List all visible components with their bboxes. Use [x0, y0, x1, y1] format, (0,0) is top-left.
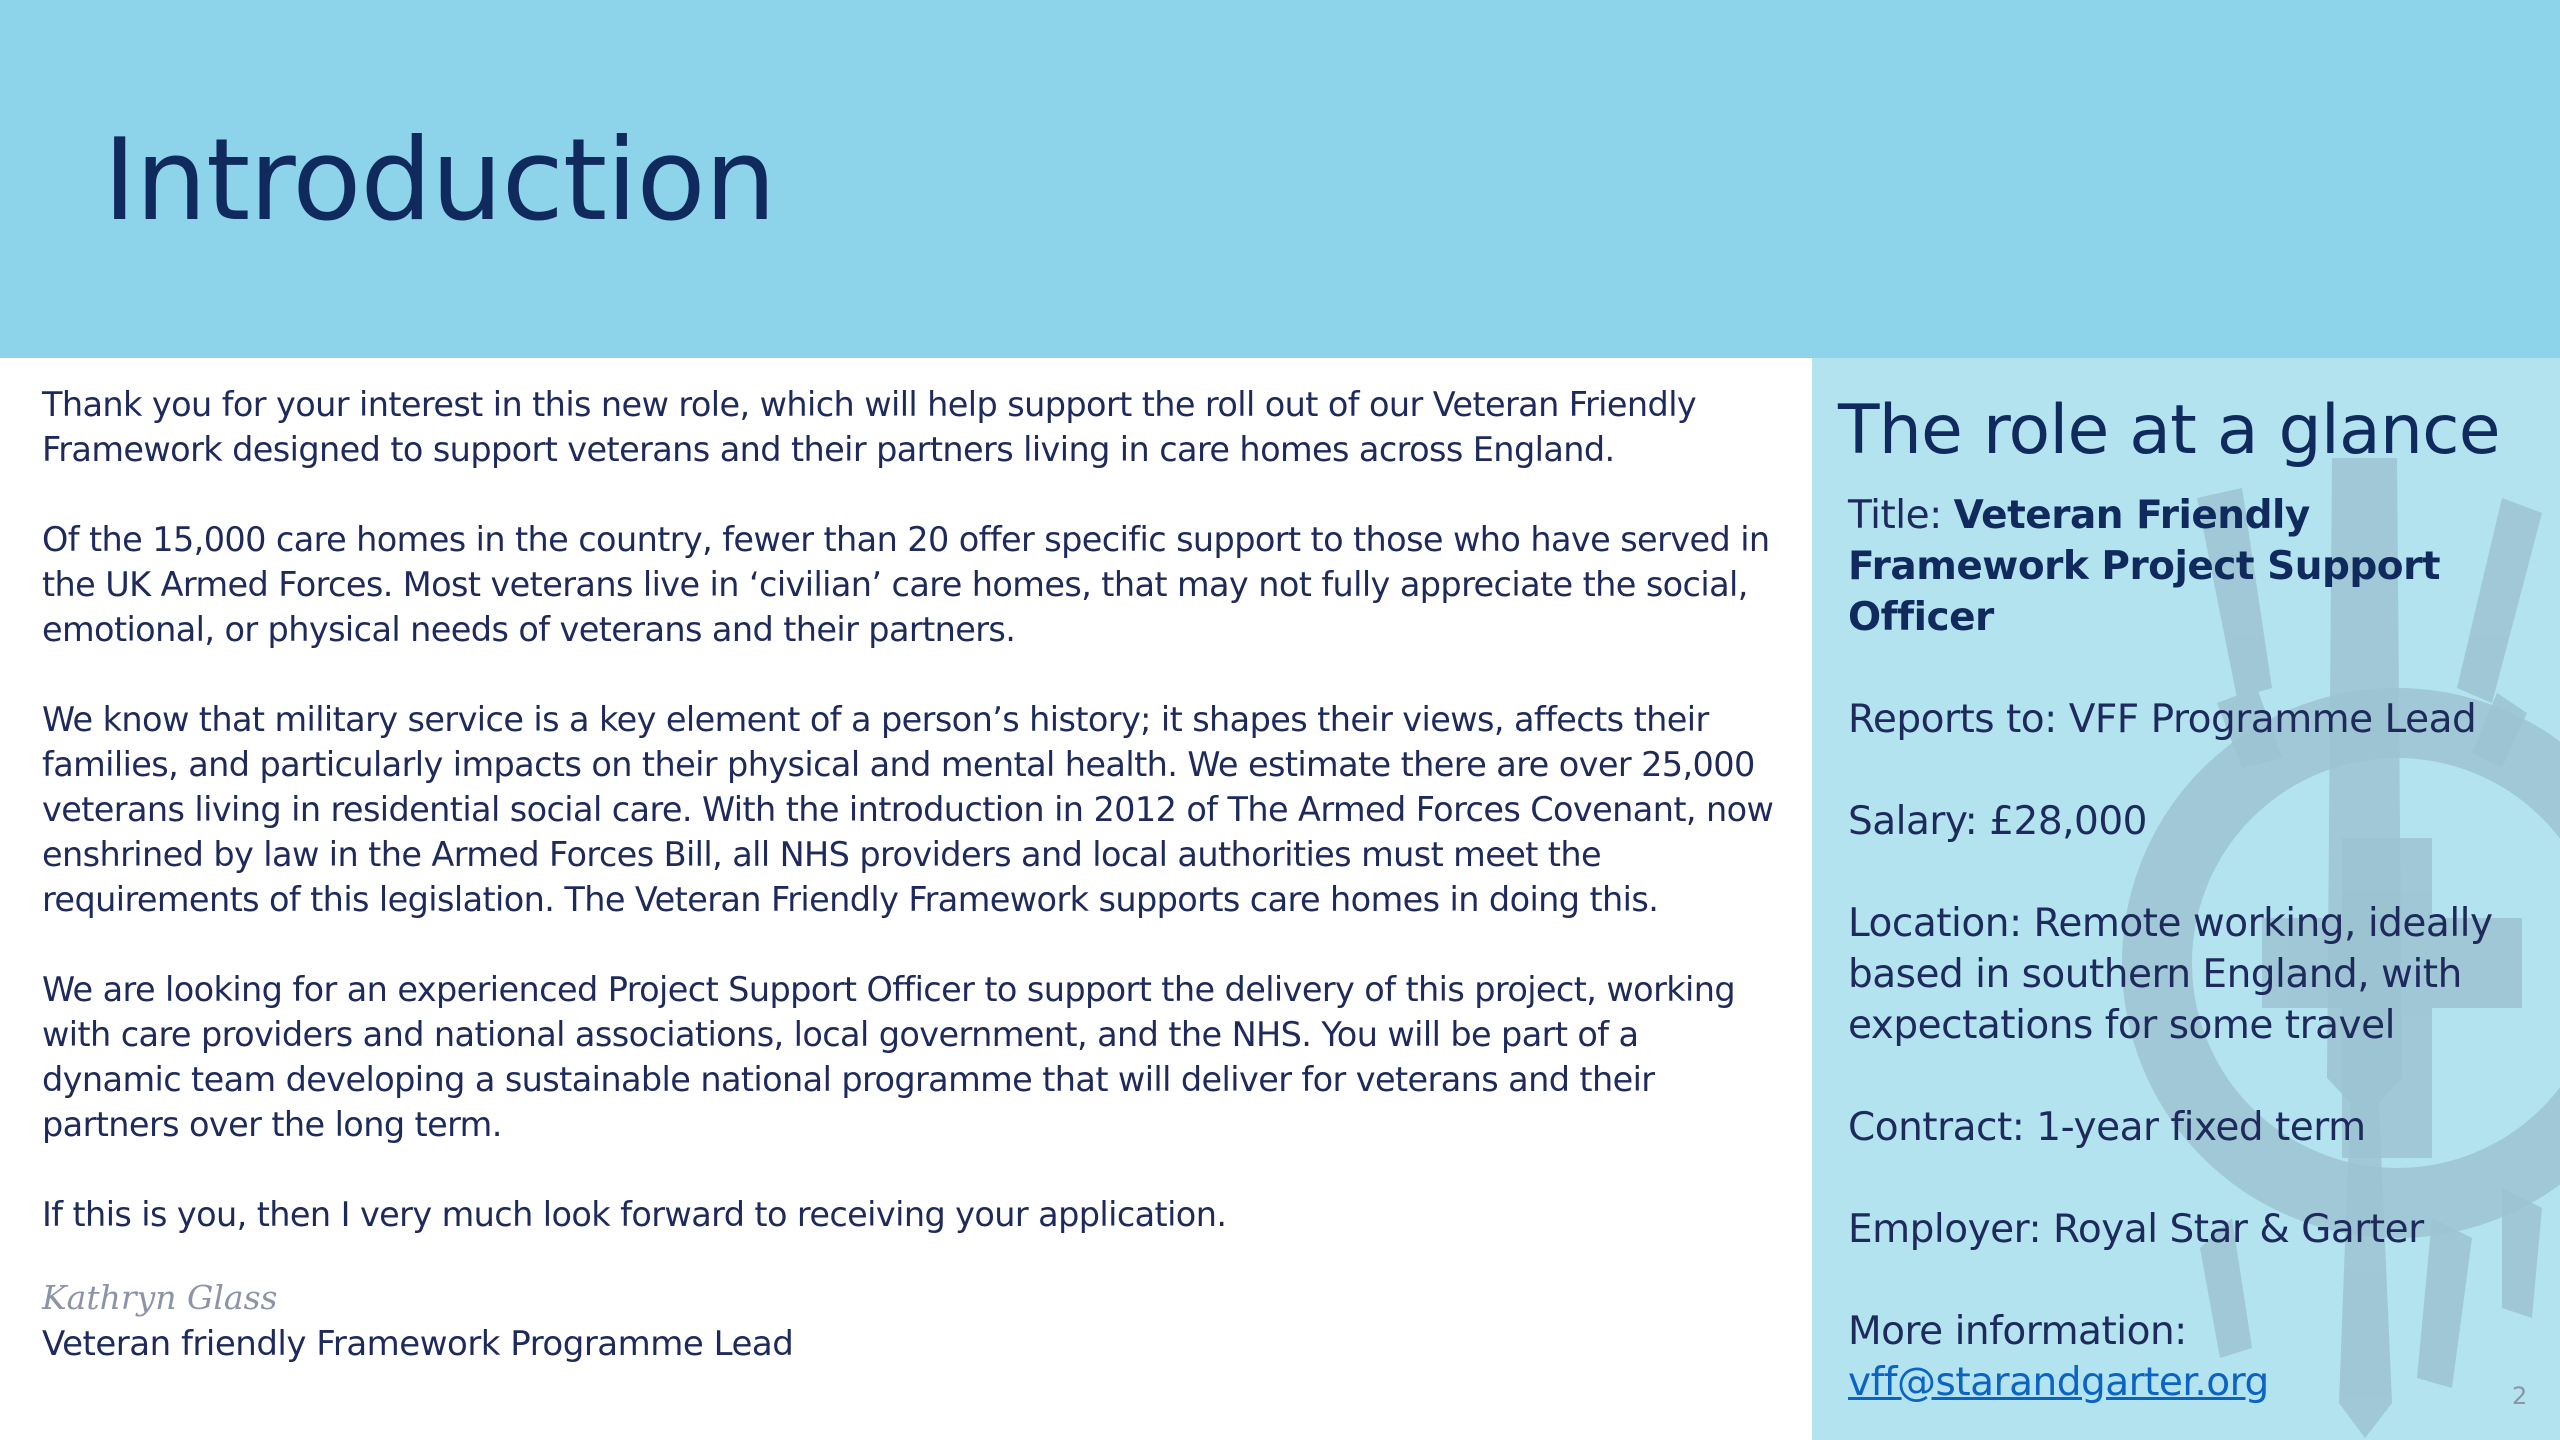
paragraph-4: We are looking for an experienced Project Support Officer to support the delivery of this project, working with care providers and national associations, local government, and the NHS. You will be part of a dynamic team developing a sustainable national programme that will deliver for veterans and their partners over the long term.: [42, 970, 1736, 1144]
fact-contract: Contract: 1-year fixed term: [1848, 1105, 2366, 1150]
introduction-body: [42, 382, 1787, 1282]
fact-location: Location: Remote working, ideally based in southern England, with expectations for some travel: [1848, 901, 2493, 1048]
page-number: 2: [2512, 1382, 2528, 1410]
page-title: Introduction: [103, 114, 776, 246]
more-info-label: More information:: [1848, 1309, 2187, 1354]
fact-reports-to: Reports to: VFF Programme Lead: [1848, 697, 2477, 742]
role-at-a-glance-panel: [1812, 358, 2560, 1440]
role-facts: [1848, 490, 2548, 1440]
fact-employer: Employer: Royal Star & Garter: [1848, 1207, 2424, 1252]
signer-title: Veteran friendly Framework Programme Lead: [42, 1324, 794, 1364]
paragraph-1: Thank you for your interest in this new role, which will help support the roll out of our Veteran Friendly Framework designed to support veterans and their partners living in care homes across England.: [42, 385, 1697, 469]
paragraph-5: If this is you, then I very much look forward to receiving your application.: [42, 1195, 1227, 1234]
email-link[interactable]: vff@starandgarter.org: [1848, 1360, 2269, 1405]
fact-salary: Salary: £28,000: [1848, 799, 2147, 844]
fact-title-label: Title:: [1848, 493, 1954, 538]
signature: Kathryn Glass: [42, 1278, 278, 1317]
paragraph-2: Of the 15,000 care homes in the country, fewer than 20 offer specific support to those who have served in the UK Armed Forces. Most veterans live in ‘civilian’ care homes, that may not fully appreciate the social, emotional, or physical needs of veterans and their partners.: [42, 520, 1770, 649]
fact-title: [1848, 490, 2548, 643]
header-banner: [0, 0, 2560, 358]
fact-more-information: [1848, 1306, 2548, 1408]
paragraph-3: We know that military service is a key element of a person’s history; it shapes their views, affects their families, and particularly impacts on their physical and mental health. We estimate there are over 25,000 veterans living in residential social care. With the introduction in 2012 of The Armed Forces Covenant, now enshrined by law in the Armed Forces Bill, all NHS providers and local authorities must meet the requirements of this legislation. The Veteran Friendly Framework supports care homes in doing this.: [42, 700, 1774, 919]
fact-title-value: Veteran Friendly Framework Project Support Officer: [1848, 493, 2440, 640]
panel-title: The role at a glance: [1838, 391, 2500, 470]
